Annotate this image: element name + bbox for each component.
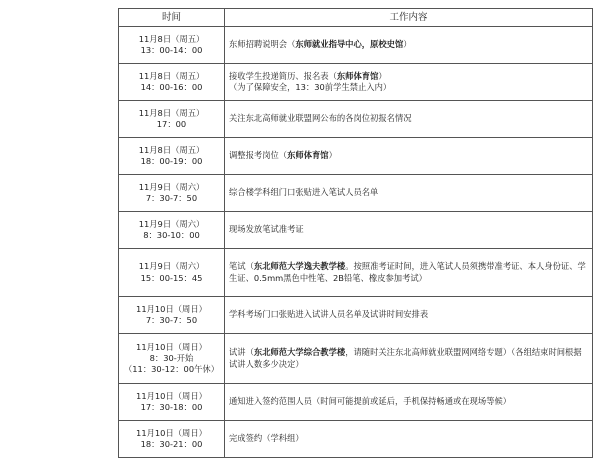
date-text: 11月9日（周六） bbox=[138, 218, 205, 229]
time-text: 7：30-7：50 bbox=[145, 315, 198, 325]
content-venue: 东北师范大学综合教学楼 bbox=[253, 347, 346, 358]
time-cell bbox=[119, 27, 225, 64]
content-text: 现场发放笔试准考证 bbox=[229, 224, 304, 235]
date-text: 11月8日（周五） bbox=[138, 70, 205, 81]
time-text: 7：30-7：50 bbox=[145, 193, 198, 203]
table-row bbox=[119, 249, 593, 297]
time-text: 15：00-15：45 bbox=[140, 272, 203, 283]
content-text: ，请随时关注东北高师就业联盟网网络专题）（各组结束时间根据试讲人数多少决定） bbox=[229, 347, 582, 369]
time-text: 8：30-10：00 bbox=[143, 230, 200, 240]
content-venue: 东师就业指导中心，原校史馆 bbox=[295, 39, 404, 50]
content-venue: 东师体育馆 bbox=[287, 150, 329, 161]
content-cell bbox=[225, 101, 593, 138]
content-cell bbox=[225, 384, 593, 421]
time-text: 8：30-开始 bbox=[149, 352, 194, 363]
content-cell bbox=[225, 212, 593, 249]
time-text: 17：00 bbox=[156, 119, 187, 129]
content-text: 调整报考岗位（ bbox=[229, 150, 288, 161]
content-cell bbox=[225, 421, 593, 458]
time-cell bbox=[119, 175, 225, 212]
content-cell bbox=[225, 249, 593, 297]
date-text: 11月8日（周五） bbox=[138, 107, 205, 118]
content-cell bbox=[225, 27, 593, 64]
time-note: （11：30-12：00午休） bbox=[123, 364, 219, 375]
table-row bbox=[119, 421, 593, 458]
table-row bbox=[119, 64, 593, 101]
content-text: 学科考场门口张贴进入试讲人员名单及试讲时间安排表 bbox=[229, 309, 429, 320]
date-text: 11月9日（周六） bbox=[138, 261, 205, 272]
content-text: 接收学生投递简历、报名表（ bbox=[229, 70, 337, 81]
table-row bbox=[119, 27, 593, 64]
time-text: 18：30-21：00 bbox=[140, 439, 203, 449]
date-text: 11月10日（周日） bbox=[136, 390, 207, 401]
table-row bbox=[119, 297, 593, 334]
time-text: 14：00-16：00 bbox=[140, 82, 203, 92]
date-text: 11月8日（周五） bbox=[138, 144, 205, 155]
header-content: 工作内容 bbox=[225, 9, 593, 27]
time-text: 18：00-19：00 bbox=[140, 156, 203, 166]
table-row bbox=[119, 334, 593, 384]
content-text: 东师招聘说明会（ bbox=[229, 39, 296, 50]
time-cell bbox=[119, 297, 225, 334]
content-cell bbox=[225, 334, 593, 384]
content-cell bbox=[225, 138, 593, 175]
date-text: 11月10日（周日） bbox=[136, 303, 207, 314]
content-text: 完成签约（学科组） bbox=[229, 433, 304, 444]
time-cell bbox=[119, 212, 225, 249]
date-text: 11月10日（周日） bbox=[136, 341, 207, 352]
content-text: ） bbox=[403, 39, 412, 50]
content-text: ） bbox=[378, 70, 387, 81]
time-text: 17：30-18：00 bbox=[140, 402, 203, 412]
content-cell bbox=[225, 64, 593, 101]
header-time: 时间 bbox=[119, 9, 225, 27]
schedule-table bbox=[118, 8, 593, 458]
time-cell bbox=[119, 64, 225, 101]
time-text: 13：00-14：00 bbox=[140, 45, 203, 55]
table-row bbox=[119, 101, 593, 138]
time-cell bbox=[119, 101, 225, 138]
content-text: 综合楼学科组门口张贴进入笔试人员名单 bbox=[229, 187, 379, 198]
content-text: 。按照准考证时间，进入笔试人员须携带准考证、本人身份证、学生证、0.5mm黑色中性笔、2B铅笔、橡皮参加考试） bbox=[229, 261, 586, 283]
content-text: ） bbox=[328, 150, 337, 161]
time-cell bbox=[119, 138, 225, 175]
date-text: 11月10日（周日） bbox=[136, 427, 207, 438]
time-cell bbox=[119, 421, 225, 458]
content-text: 笔试（ bbox=[229, 261, 254, 272]
table-row bbox=[119, 138, 593, 175]
content-venue: 东北师范大学逸夫教学楼 bbox=[253, 261, 346, 272]
content-text: 关注东北高师就业联盟网公布的各岗位初报名情况 bbox=[229, 113, 412, 124]
content-cell bbox=[225, 175, 593, 212]
header-row bbox=[119, 9, 593, 27]
content-note: （为了保障安全，13：30前学生禁止入内） bbox=[229, 82, 392, 92]
content-venue: 东师体育馆 bbox=[336, 70, 379, 81]
date-text: 11月9日（周六） bbox=[138, 181, 205, 192]
time-cell bbox=[119, 249, 225, 297]
table-row bbox=[119, 212, 593, 249]
table-row bbox=[119, 175, 593, 212]
table-row bbox=[119, 384, 593, 421]
time-cell bbox=[119, 334, 225, 384]
time-cell bbox=[119, 384, 225, 421]
content-text: 通知进入签约范围人员（时间可能提前或延后，手机保持畅通或在现场等候） bbox=[229, 396, 512, 407]
content-cell bbox=[225, 297, 593, 334]
content-text: 试讲（ bbox=[229, 347, 254, 358]
date-text: 11月8日（周五） bbox=[138, 33, 205, 44]
